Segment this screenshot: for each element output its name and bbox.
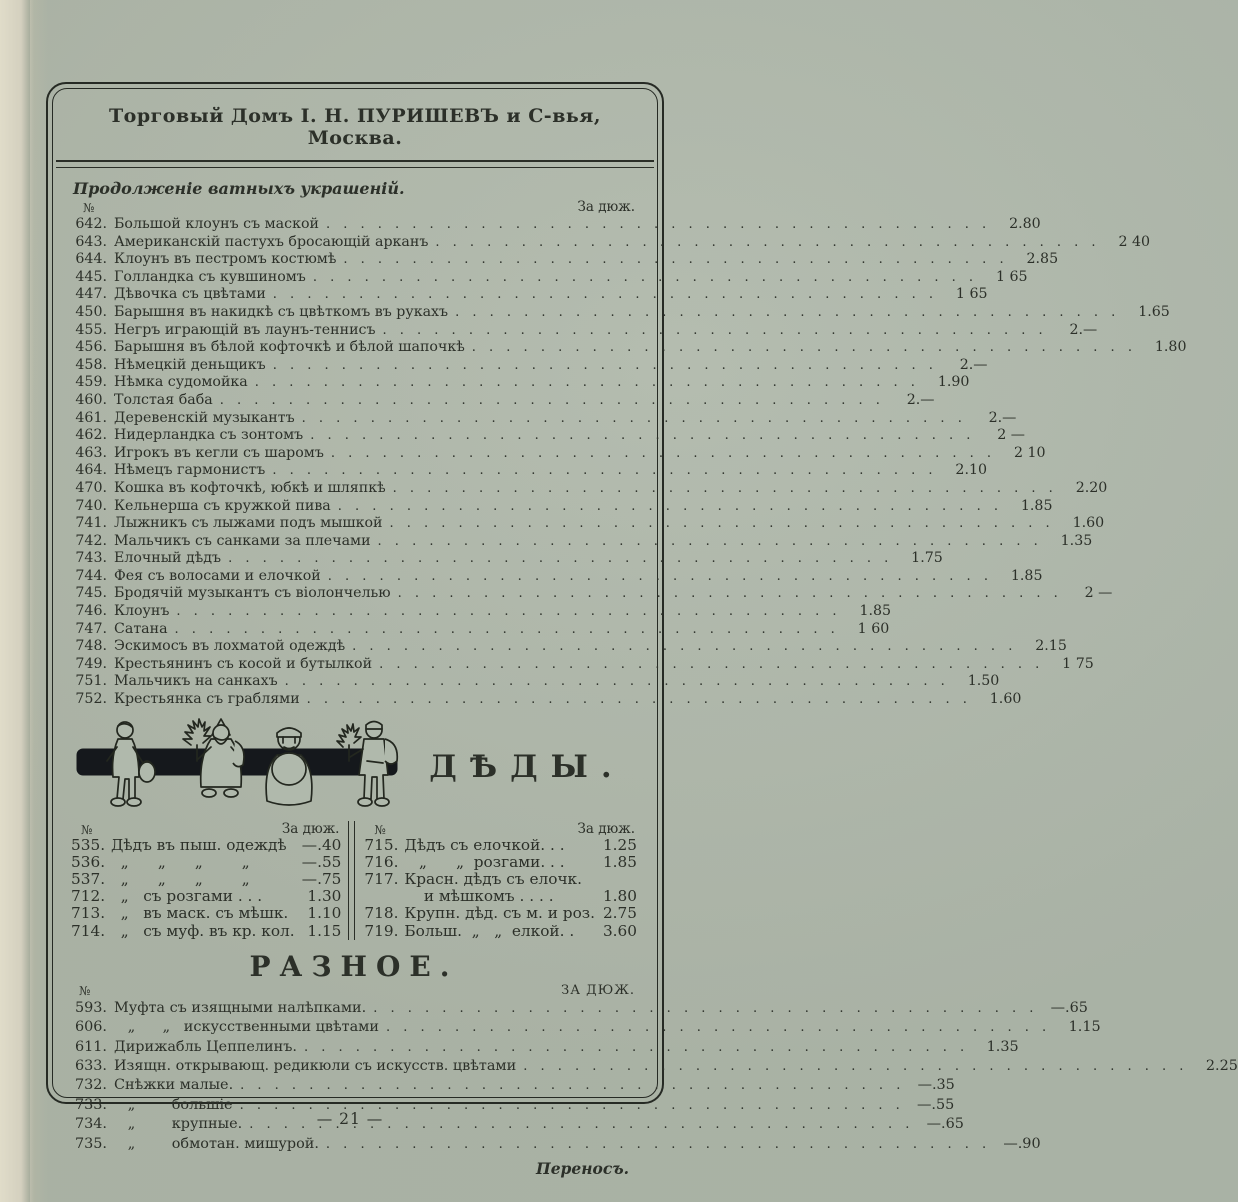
item-number: 593.	[74, 999, 107, 1016]
dot-leader	[372, 656, 1048, 674]
dot-leader	[345, 638, 1021, 656]
catalog-item-row	[71, 374, 970, 392]
item-name: Толстая баба	[114, 391, 213, 408]
catalog-item-row	[71, 251, 1059, 269]
item-number: 742.	[75, 532, 107, 549]
item-name: Лыжникъ съ лыжами подъ мышкой	[114, 515, 383, 532]
item-name: Клоунъ въ пестромъ костюмѣ	[114, 251, 337, 268]
item-number: 734.	[74, 1116, 107, 1133]
dedy-banner	[71, 717, 637, 817]
item-price: —.90	[1003, 1135, 1041, 1152]
item-name: Бродячій музыкантъ съ віолончелью	[114, 585, 391, 602]
item-price: 1.50	[967, 673, 1000, 690]
price-column-header: За дюж.	[577, 820, 635, 837]
section-title-vatnye: Продолженіе ватныхъ украшеній.	[73, 179, 405, 198]
dot-leader	[391, 585, 1067, 603]
item-name: Нѣмка судомойка	[114, 374, 248, 391]
item-number: 748.	[75, 638, 107, 655]
dedy-left-rows	[71, 837, 341, 940]
merchant-header-title: Торговый Домъ І. Н. ПУРИШЕВЪ и С-вья, Москва.	[109, 105, 601, 149]
item-number: 456.	[75, 339, 107, 356]
item-name: Барышня въ накидкѣ съ цвѣткомъ въ рукахъ	[114, 303, 449, 320]
item-price: 2.—	[988, 409, 1017, 426]
item-price: 1.35	[986, 1038, 1019, 1055]
catalog-item-row	[71, 1057, 1238, 1076]
item-name: Снѣжки малые.	[114, 1077, 234, 1094]
item-name: Нидерландка съ зонтомъ	[114, 427, 304, 444]
page-frame-inner	[52, 88, 1238, 1179]
item-number: 447.	[75, 286, 107, 303]
item-price: 1.60	[989, 691, 1022, 708]
item-number: 644.	[75, 251, 107, 268]
catalog-item-row	[71, 999, 1088, 1018]
item-number: 713.	[71, 904, 106, 923]
item-number: 461.	[75, 409, 107, 426]
item-name: Барышня въ бѣлой кофточкѣ и бѣлой шапочкѣ	[114, 339, 465, 356]
dot-leader	[266, 357, 942, 375]
dot-leader	[382, 515, 1058, 533]
item-number: 735.	[74, 1135, 107, 1152]
item-name: „ большіе	[114, 1096, 233, 1113]
catalog-item-row	[71, 444, 1046, 463]
item-price: —.55	[917, 1096, 955, 1113]
item-name: Голландка съ кувшиномъ	[114, 268, 306, 285]
item-number: 746.	[75, 603, 107, 620]
catalog-item-row	[364, 923, 637, 940]
catalog-item-row	[71, 854, 341, 871]
dot-leader	[366, 999, 1042, 1018]
item-price: 1 60	[857, 620, 890, 637]
item-number: 470.	[75, 479, 107, 496]
item-name: Елочный дѣдъ	[114, 550, 222, 567]
item-price: —.75	[301, 870, 342, 889]
catalog-item-row	[71, 321, 1098, 340]
catalog-item-row	[71, 905, 341, 922]
item-number: 536.	[71, 852, 106, 871]
catalog-item-row	[71, 286, 988, 304]
catalog-item-row	[71, 567, 1043, 586]
catalog-item-row	[71, 837, 341, 854]
dot-leader	[331, 498, 1007, 516]
item-name: и мѣшкомъ . . . .	[404, 887, 554, 906]
item-name: Дѣдъ съ елочкой. . .	[404, 835, 565, 854]
item-name: Муфта съ изящными налѣпками.	[114, 999, 367, 1016]
item-number: 741.	[75, 515, 107, 532]
catalog-item-row	[71, 655, 1094, 674]
raznoe-items-list	[71, 999, 1238, 1154]
item-number: 751.	[75, 673, 107, 690]
section-title-dedy: ДѢДЫ.	[429, 748, 625, 785]
item-price: 1.85	[602, 852, 637, 871]
dot-leader	[303, 427, 979, 445]
item-price: 2 —	[997, 427, 1025, 444]
column-divider-rule	[348, 821, 355, 940]
item-price: 1.25	[602, 835, 637, 854]
item-price: 2.80	[1009, 216, 1041, 232]
item-name: „ въ маск. съ мѣшк.	[111, 904, 289, 923]
item-name: Клоунъ	[114, 603, 170, 620]
dot-leader	[386, 480, 1062, 498]
item-number: 745.	[75, 585, 107, 602]
catalog-item-row	[71, 1076, 955, 1095]
figure-man-with-bag	[107, 722, 155, 806]
item-price: —.35	[917, 1077, 955, 1094]
item-number: 717.	[364, 870, 399, 889]
catalog-item-row	[71, 691, 1022, 709]
dot-leader	[278, 673, 954, 691]
dot-leader	[371, 533, 1047, 551]
dot-leader	[233, 1076, 909, 1095]
item-price: 2 —	[1084, 585, 1113, 602]
catalog-item-row	[71, 532, 1093, 551]
ded-moroz-figures-illustration	[71, 717, 407, 817]
item-price: 1 65	[995, 268, 1028, 285]
item-number: 450.	[75, 303, 107, 320]
item-price: 1.15	[1068, 1019, 1101, 1036]
dot-leader	[319, 216, 995, 234]
item-name: Нѣмецъ гармонистъ	[114, 462, 266, 479]
item-number: 719.	[364, 921, 399, 940]
item-number: 712.	[71, 887, 106, 906]
number-column-header: №	[374, 822, 386, 837]
dot-leader	[169, 603, 845, 621]
item-name: Мальчикъ съ санками за плечами	[114, 532, 371, 549]
item-number: 752.	[75, 691, 107, 708]
item-price: —.65	[1050, 999, 1088, 1016]
item-name: „ съ муф. въ кр. кол.	[111, 921, 295, 940]
item-price: 1.80	[1154, 339, 1187, 356]
header-rule	[56, 160, 654, 168]
number-column-header: №	[83, 201, 95, 215]
columns-header	[79, 983, 635, 998]
catalog-item-row	[71, 923, 341, 940]
item-price: 2.75	[602, 904, 637, 923]
item-name: „ „ искусственными цвѣтами	[114, 1019, 379, 1036]
carryover-label: Переносъ.	[536, 1159, 629, 1179]
item-name: Дѣдъ въ пыш. одеждѣ	[111, 835, 287, 854]
dot-leader	[300, 691, 976, 709]
item-name: Мальчикъ на санкахъ	[114, 673, 278, 690]
item-name: „ крупные.	[114, 1116, 243, 1133]
item-number: 611.	[74, 1038, 107, 1055]
item-name: „ „ розгами. . .	[404, 852, 565, 871]
catalog-item-row	[71, 620, 890, 639]
item-price: 1.65	[1138, 303, 1170, 320]
number-column-header: №	[81, 822, 93, 837]
item-price: 2.85	[1026, 251, 1059, 268]
item-price: 1.85	[859, 603, 892, 620]
dot-leader	[266, 286, 942, 304]
page-frame	[46, 82, 1238, 1179]
item-price: 2.15	[1035, 638, 1067, 655]
item-name: Игрокъ въ кегли съ шаромъ	[114, 444, 324, 461]
item-price: 1.60	[1072, 515, 1105, 532]
item-price: 2 10	[1013, 444, 1046, 461]
catalog-item-row	[71, 233, 1151, 252]
price-column-header: ЗА ДЮЖ.	[561, 982, 635, 998]
item-number: 455.	[75, 321, 107, 338]
item-number: 718.	[364, 904, 399, 923]
catalog-item-row	[71, 462, 988, 480]
dot-leader	[465, 339, 1141, 357]
item-name: „ „ „ „	[111, 870, 250, 889]
catalog-item-row	[71, 427, 1025, 445]
item-price: —.55	[301, 852, 342, 871]
item-name: Фея съ волосами и елочкой	[114, 567, 321, 584]
figure-stout-figure	[266, 728, 312, 805]
item-number: 749.	[75, 655, 107, 672]
item-price: 1.85	[1020, 497, 1053, 514]
dot-leader	[248, 374, 924, 392]
catalog-item-row	[71, 303, 1170, 322]
item-number: 733.	[74, 1096, 107, 1113]
dot-leader	[321, 568, 997, 586]
item-number: 743.	[75, 550, 107, 567]
item-number: 715.	[364, 835, 399, 854]
item-number: 740.	[75, 497, 107, 514]
item-price: 2.—	[1069, 321, 1098, 338]
catalog-item-row	[71, 638, 1067, 656]
item-number: 747.	[75, 620, 107, 637]
item-price: 1.75	[911, 550, 943, 567]
item-name: Нѣмецкій деньщикъ	[114, 356, 266, 373]
item-name: Крестьянка съ граблями	[114, 691, 300, 708]
item-name: Дирижабль Цеппелинъ.	[114, 1038, 297, 1055]
catalog-item-row	[364, 888, 637, 905]
item-number: 714.	[71, 921, 106, 940]
item-name: Кельнерша съ кружкой пива	[114, 497, 331, 514]
item-name: „ обмотан. мишурой.	[114, 1135, 319, 1152]
catalog-item-row	[71, 871, 341, 888]
item-price: 1.10	[307, 904, 342, 923]
item-price: 1.80	[602, 887, 637, 906]
item-number: 732.	[74, 1077, 107, 1094]
catalog-item-row	[364, 854, 637, 871]
item-number: 464.	[75, 462, 107, 479]
item-price: 2.—	[959, 356, 988, 373]
catalog-item-row	[364, 871, 637, 888]
dedy-left-column	[71, 821, 341, 940]
catalog-item-row	[71, 603, 892, 621]
catalog-item-row	[71, 497, 1053, 516]
item-price: 2.10	[955, 462, 988, 479]
item-number: 643.	[75, 233, 107, 250]
item-price: 2 40	[1118, 233, 1151, 250]
item-number: 445.	[75, 268, 107, 285]
catalog-item-row	[71, 479, 1108, 498]
dot-leader	[221, 550, 897, 568]
catalog-item-row	[71, 888, 341, 905]
dedy-right-rows	[364, 837, 637, 940]
item-price: 1 65	[955, 286, 988, 303]
item-name: Больш. „ „ елкой. .	[404, 921, 575, 940]
item-name: Деревенскій музыкантъ	[114, 409, 295, 426]
section-title-raznoe: РАЗНОЕ.	[249, 949, 459, 983]
item-name: Красн. дѣдъ съ елочк.	[404, 870, 582, 889]
catalog-item-row	[364, 905, 637, 922]
dot-leader	[516, 1057, 1192, 1076]
dedy-right-column	[364, 821, 637, 940]
catalog-item-row	[71, 585, 1113, 603]
item-price: 3.60	[602, 921, 637, 940]
catalog-item-row	[71, 391, 935, 410]
catalog-item-row	[71, 673, 1000, 691]
item-name: Сатана	[114, 620, 168, 637]
dot-leader	[428, 234, 1104, 252]
catalog-item-row	[71, 356, 988, 375]
catalog-item-row	[364, 837, 637, 854]
item-name: Дѣвочка съ цвѣтами	[114, 286, 266, 303]
item-number: 642.	[75, 216, 107, 232]
item-number: 535.	[71, 835, 106, 854]
item-name: Изящн. открывающ. редикюли съ искусств. цвѣтами	[114, 1058, 517, 1075]
item-price: 1.15	[307, 921, 342, 940]
item-price: 1 75	[1062, 655, 1094, 672]
item-number: 537.	[71, 870, 106, 889]
price-column-header: За дюж.	[577, 199, 635, 215]
item-price: —.65	[926, 1116, 964, 1133]
dot-leader	[213, 392, 889, 410]
item-name: „ „ „ „	[111, 852, 250, 871]
number-column-header: №	[79, 983, 91, 998]
catalog-item-row	[71, 268, 1028, 287]
item-number: 716.	[364, 852, 399, 871]
item-price: 1.90	[937, 374, 970, 391]
item-number: 463.	[75, 444, 107, 461]
columns-header	[83, 199, 635, 215]
item-number: 744.	[75, 567, 107, 584]
dot-leader	[319, 1135, 995, 1154]
dot-leader	[297, 1038, 973, 1057]
dot-leader	[336, 251, 1012, 269]
item-name: „ съ розгами . . .	[111, 887, 263, 906]
item-name: Американскій пастухъ бросающій арканъ	[114, 233, 429, 250]
page-number: — 21 —	[316, 1110, 384, 1128]
item-number: 462.	[75, 427, 107, 444]
catalog-item-row	[71, 1135, 1041, 1154]
item-name: Негръ играющій въ лаунъ-теннисъ	[114, 321, 376, 338]
dot-leader	[376, 322, 1052, 340]
dot-leader	[448, 304, 1124, 322]
item-price: 2.20	[1075, 479, 1108, 496]
item-number: 606.	[74, 1019, 107, 1036]
item-number: 459.	[75, 374, 107, 391]
dot-leader	[295, 410, 971, 428]
dot-leader	[379, 1018, 1055, 1037]
catalog-item-row	[71, 1018, 1101, 1037]
item-name: Крупн. дѣд. съ м. и роз.	[404, 904, 595, 923]
vatnye-items-list	[71, 216, 1187, 709]
item-number: 458.	[75, 356, 107, 373]
item-number: 460.	[75, 391, 107, 408]
item-price: —.40	[301, 835, 342, 854]
item-price: 2.—	[906, 391, 935, 408]
dot-leader	[324, 445, 1000, 463]
item-number: 633.	[74, 1058, 107, 1075]
dot-leader	[306, 269, 982, 287]
catalog-item-row	[71, 339, 1187, 357]
dot-leader	[168, 621, 844, 639]
item-name: Крестьянинъ съ косой и бутылкой	[114, 655, 373, 672]
item-name: Большой клоунъ съ маской	[114, 216, 319, 232]
catalog-item-row	[71, 515, 1105, 533]
item-price: 2.25	[1205, 1058, 1238, 1075]
catalog-item-row	[71, 409, 1017, 428]
item-price: 1.85	[1010, 567, 1043, 584]
item-price: 1.30	[307, 887, 342, 906]
catalog-item-row	[71, 1038, 1019, 1057]
item-name: Кошка въ кофточкѣ, юбкѣ и шляпкѣ	[114, 479, 386, 496]
scanned-page-edge	[0, 0, 30, 1202]
dot-leader	[265, 462, 941, 480]
item-price: 1.35	[1060, 532, 1093, 549]
dedy-two-column-table	[71, 821, 637, 940]
catalog-item-row	[71, 216, 1041, 234]
catalog-item-row	[71, 550, 943, 568]
price-column-header: За дюж.	[281, 820, 340, 837]
item-name: Эскимосъ въ лохматой одеждѣ	[114, 638, 346, 655]
